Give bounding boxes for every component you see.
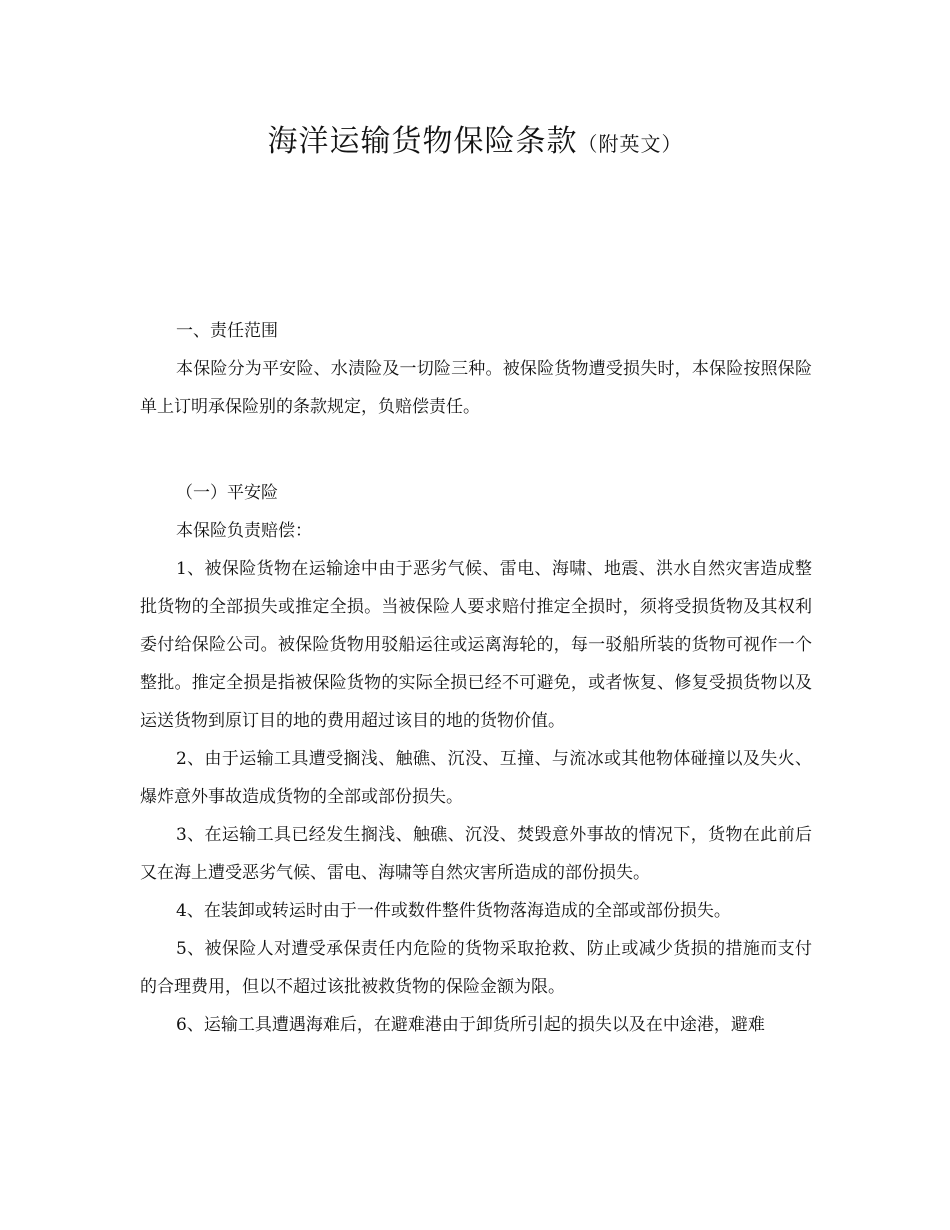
document-title	[0, 116, 950, 160]
clause-item-3: 3、在运输工具已经发生搁浅、触礁、沉没、焚毁意外事故的情况下，货物在此前后又在海上遭受恶劣气候、雷电、海啸等自然灾害所造成的部份损失。	[140, 825, 812, 883]
section-heading-scope: 一、责任范围	[176, 321, 278, 341]
paragraph-fpa-intro: 本保险负责赔偿：	[176, 521, 312, 541]
clause-item-4: 4、在装卸或转运时由于一件或数件整件货物落海造成的全部或部份损失。	[176, 901, 731, 921]
paragraph-scope: 本保险分为平安险、水渍险及一切险三种。被保险货物遭受损失时，本保险按照保险单上订明承保险别的条款规定，负赔偿责任。	[140, 359, 812, 417]
clause-item-5: 5、被保险人对遭受承保责任内危险的货物采取抢救、防止或减少货损的措施而支付的合理费用，但以不超过该批被救货物的保险金额为限。	[140, 939, 812, 997]
clause-item-6: 6、运输工具遭遇海难后，在避难港由于卸货所引起的损失以及在中途港，避难	[176, 1015, 765, 1035]
title-subtitle: （附英文）	[577, 132, 683, 156]
clause-item-2: 2、由于运输工具遭受搁浅、触礁、沉没、互撞、与流冰或其他物体碰撞以及失火、爆炸意外事故造成货物的全部或部份损失。	[140, 749, 812, 807]
clause-item-1: 1、被保险货物在运输途中由于恶劣气候、雷电、海啸、地震、洪水自然灾害造成整批货物的全部损失或推定全损。当被保险人要求赔付推定全损时，须将受损货物及其权利委付给保险公司。被保险货物用驳船运往或运离海轮的，每一驳船所装的货物可视作一个整批。推定全损是指被保险货物的实际全损已经不可避免，或者恢复、修复受损货物以及运送货物到原订目的地的费用超过该目的地的货物价值。	[140, 559, 812, 731]
document-body	[140, 312, 812, 1044]
title-main: 海洋运输货物保险条款	[267, 124, 578, 159]
section-heading-fpa: （一）平安险	[176, 483, 278, 503]
